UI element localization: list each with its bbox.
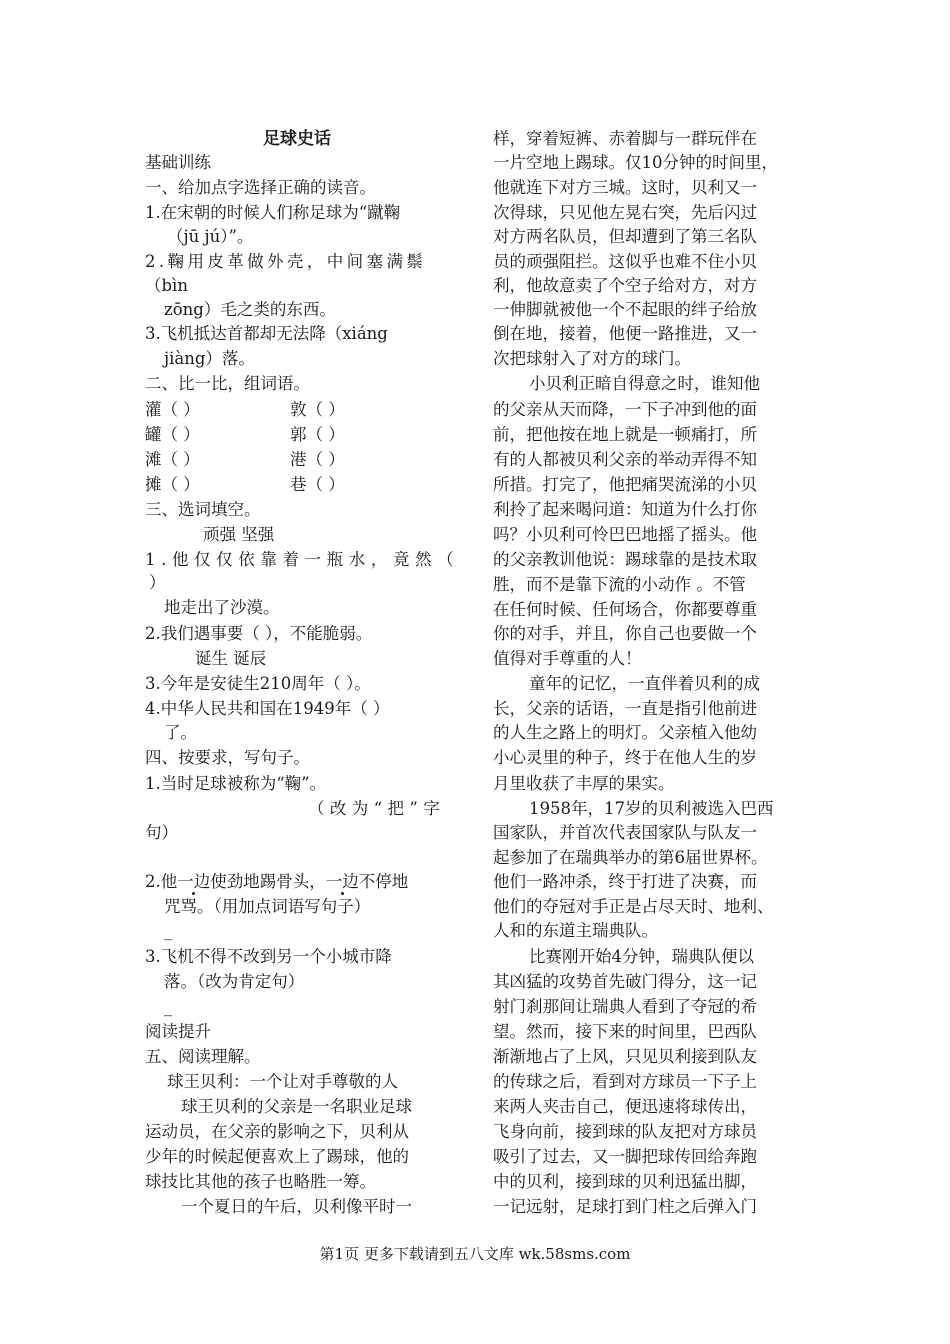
question-heading-2: 二、比一比，组词语。 [145,374,310,393]
page-footer: 第1页 更多下载请到五八文库 wk.58sms.com [319,1245,631,1263]
passage-line: 你的对手，并且，你自己也要做一个 [493,624,757,643]
section-label-basic: 基础训练 [145,153,211,172]
passage-line: 的传球之后，看到对方球员一下子上 [493,1072,757,1091]
word-item: 罐（ ） [145,425,200,444]
answer-blank: _ [164,997,173,1016]
passage-line: 中的贝利，接到球的贝利迅猛出脚， [493,1172,757,1191]
passage-line: 起参加了在瑞典举办的第6届世界杯。 [493,848,768,867]
passage-line: 月里收获了丰厚的果实。 [493,774,675,793]
text-line: 4.中华人民共和国在1949年（ ） [145,699,390,718]
text-line: 2.我们遇事要（ ），不能脆弱。 [145,624,373,643]
passage-line: 员的顽强阻拦。这似乎也难不住小贝 [493,252,757,271]
word-item: 巷（ ） [290,475,345,494]
text-line: 2.鞠用皮革做外壳，中间塞满鬃 [145,252,427,271]
text-line: 落。（改为肯定句） [164,972,305,991]
word-item: 港（ ） [290,450,345,469]
passage-line: 1958年，17岁的贝利被选入巴西 [529,799,774,818]
passage-line: 前，把他按在地上就是一顿痛打，所 [493,425,757,444]
passage-line: 的父亲从天而降，一下子冲到他的面 [493,400,757,419]
text-segment: 不停地 [358,872,409,891]
question-heading-1: 一、给加点字选择正确的读音。 [145,178,376,197]
passage-line: 利，他故意卖了个空子给对方，对方 [493,276,757,295]
text-line: 地走出了沙漠。 [164,598,280,617]
passage-line: 望。然而，接下来的时间里，巴西队 [493,1022,757,1041]
text-line: （jū jú）”。 [167,227,254,246]
passage-line: 他就连下对方三城。这时，贝利又一 [493,178,757,197]
text-line: （改为“把”字 [308,799,446,818]
word-item: 灌（ ） [145,400,200,419]
passage-line: 样，穿着短裤、赤着脚与一群玩伴在 [493,129,757,148]
word-choice: 诞生 诞辰 [195,649,267,668]
passage-line: 一伸脚就被他一个不起眼的绊子给放 [493,300,757,319]
passage-line: 值得对手尊重的人！ [493,649,642,668]
text-line: jiàng）落。 [164,349,255,368]
dotted-char: 一边 [325,872,359,891]
passage-line: 次得球，只见他左晃右突，先后闪过 [493,203,757,222]
question-heading-3: 三、选词填空。 [145,500,261,519]
passage-line: 倒在地，接着，他便一路推进，又一 [493,324,757,343]
passage-line: 飞身向前，接到球的队友把对方球员 [493,1122,757,1141]
passage-line: 一记远射，足球打到门柱之后弹入门 [493,1197,757,1216]
passage-line: 一个夏日的午后，贝利像平时一 [181,1197,412,1216]
passage-line: 他们的夺冠对手正是占尽天时、地利、 [493,897,774,916]
text-segment: 2.他 [145,872,178,891]
passage-line: 童年的记忆，一直伴着贝利的成 [529,674,760,693]
passage-title: 球王贝利：一个让对手尊敬的人 [167,1072,398,1091]
text-line: 句） [145,823,178,842]
passage-line: 吸引了过去，又一脚把球传回给奔跑 [493,1147,757,1166]
passage-line: 人和的东道主瑞典队。 [493,921,658,940]
question-heading-4: 四、按要求，写句子。 [145,748,310,767]
text-line: zōng）毛之类的东西。 [164,300,336,319]
passage-line: 一片空地上踢球。仅10分钟的时间里， [493,153,778,172]
passage-line: 运动员，在父亲的影响之下，贝利从 [145,1122,409,1141]
passage-line: 小心灵里的种子，终于在他人生的岁 [493,748,757,767]
word-item: 敦（ ） [290,400,345,419]
text-line: 1.在宋朝的时候人们称足球为“蹴鞠 [145,203,401,222]
text-line: 1.他仅仅依靠着一瓶水，竟然（ [145,550,460,569]
passage-line: 的父亲教训他说：踢球靠的是技术取 [493,550,757,569]
passage-line: 球技比其他的孩子也略胜一筹。 [145,1172,376,1191]
passage-line: 来两人夹击自己，便迅速将球传出， [493,1097,757,1116]
text-line: 咒骂。（用加点词语写句子） [164,897,371,916]
passage-line: 对方两名队员，但却遭到了第三名队 [493,227,757,246]
passage-line: 所措。打完了，他把痛哭流涕的小贝 [493,475,757,494]
passage-line: 国家队，并首次代表国家队与队友一 [493,823,757,842]
word-item: 滩（ ） [145,450,200,469]
passage-line: 吗？小贝利可怜巴巴地摇了摇头。他 [493,525,757,544]
passage-line: 射门刹那间让瑞典人看到了夺冠的希 [493,997,757,1016]
passage-line: 的人生之路上的明灯。父亲植入他幼 [493,723,757,742]
document-title: 足球史话 [263,129,331,149]
word-item: 郭（ ） [290,425,345,444]
passage-line: 次把球射入了对方的球门。 [493,349,691,368]
text-line: （bìn [145,276,188,295]
passage-line: 有的人都被贝利父亲的举动弄得不知 [493,450,757,469]
passage-line: 球王贝利的父亲是一名职业足球 [181,1097,412,1116]
question-heading-5: 五、阅读理解。 [145,1047,261,1066]
text-line: 了。 [164,723,197,742]
passage-line: 比赛刚开始4分钟，瑞典队便以 [529,947,754,966]
dotted-char: 一边 [177,872,211,891]
passage-line: 胜，而不是靠下流的小动作 。不管 [493,575,746,594]
passage-line: 利拎了起来喝问道：知道为什么打你 [493,500,757,519]
text-line: 3.飞机不得不改到另一个小城市降 [145,947,392,966]
answer-blank: _ [164,921,173,940]
text-line: ） [149,573,166,592]
passage-line: 在任何时候、任何场合，你都要尊重 [493,600,757,619]
passage-line: 小贝利正暗自得意之时，谁知他 [529,374,760,393]
word-item: 摊（ ） [145,475,200,494]
text-segment: 使劲地踢骨头， [210,872,326,891]
passage-line: 少年的时候起便喜欢上了踢球，他的 [145,1147,409,1166]
passage-line: 长，父亲的话语，一直是指引他前进 [493,699,757,718]
passage-line: 其凶猛的攻势首先破门得分，这一记 [493,972,757,991]
section-label-reading: 阅读提升 [145,1022,211,1041]
text-line: 3.今年是安徒生210周年（ ）。 [145,674,371,693]
text-line: 1.当时足球被称为“鞠”。 [145,774,327,793]
passage-line: 渐渐地占了上风，只见贝利接到队友 [493,1047,757,1066]
text-line: 3.飞机抵达首都却无法降（xiáng [145,324,388,343]
text-line-dotted [145,870,408,894]
passage-line: 他们一路冲杀，终于打进了决赛，而 [493,872,757,891]
word-choice: 顽强 坚强 [203,525,275,544]
